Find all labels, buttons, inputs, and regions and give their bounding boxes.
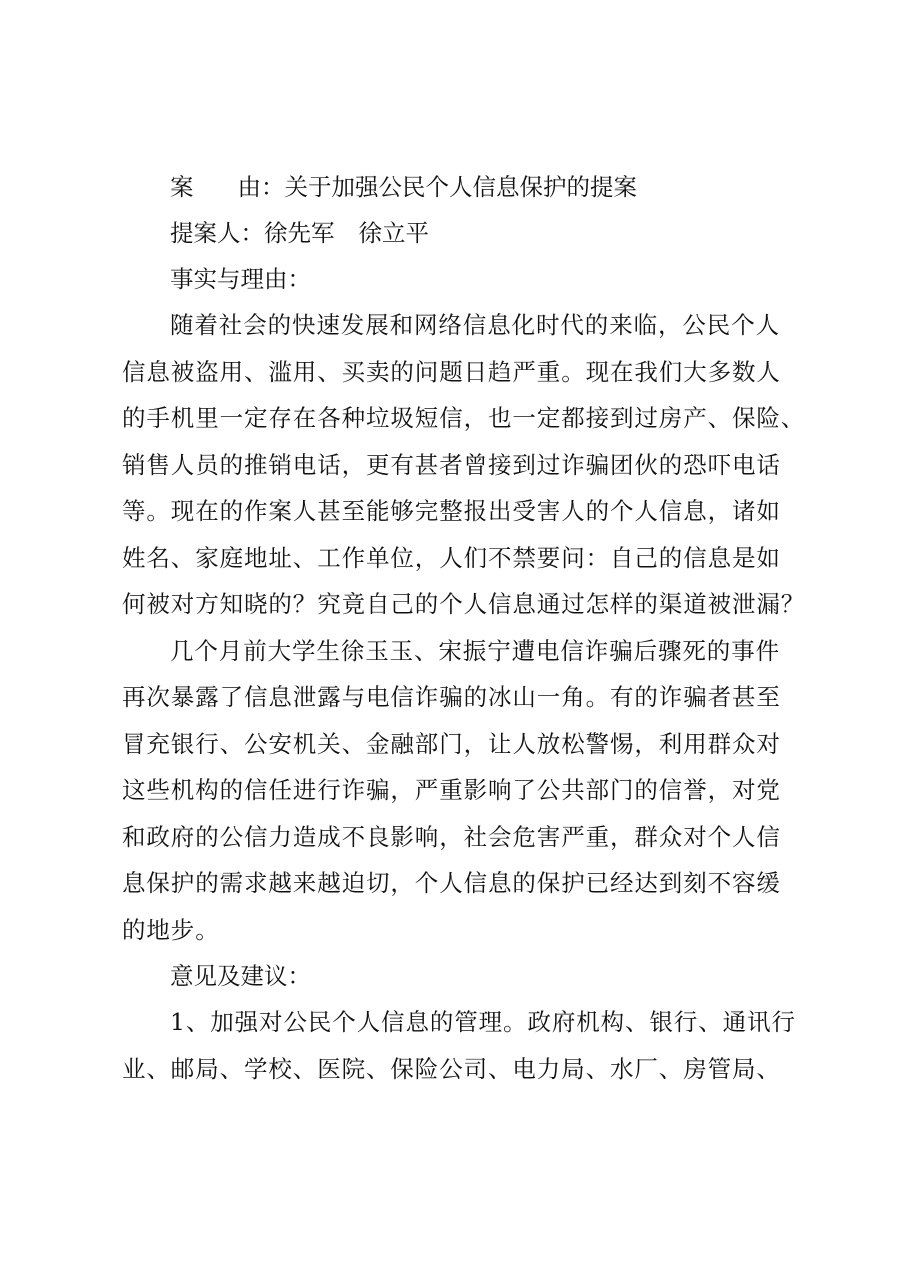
paragraph-line: 信息被盗用、滥用、买卖的问题日趋严重。现在我们大多数人 xyxy=(122,357,781,386)
paragraph-line: 这些机构的信任进行诈骗，严重影响了公共部门的信誉，对党 xyxy=(122,776,781,804)
suggestions-heading: 意见及建议： xyxy=(170,962,311,990)
paragraph-line: 姓名、家庭地址、工作单位，人们不禁要问：自己的信息是如 xyxy=(122,543,781,572)
proposer-label: 提案人： xyxy=(170,219,264,247)
paragraph-line: 销售人员的推销电话，更有甚者曾接到过诈骗团伙的恐吓电话 xyxy=(122,450,781,479)
paragraph-line: 再次暴露了信息泄露与电信诈骗的冰山一角。有的诈骗者甚至 xyxy=(122,683,781,711)
proposer-name-2: 徐立平 xyxy=(358,219,429,247)
paragraph-line: 等。现在的作案人甚至能够完整报出受害人的个人信息，诸如 xyxy=(122,497,781,525)
paragraph-2 xyxy=(122,628,812,954)
paragraph-line: 冒充银行、公安机关、金融部门，让人放松警惕，利用群众对 xyxy=(122,729,781,758)
paragraph-line: 1、加强对公民个人信息的管理。政府机构、银行、通讯行 xyxy=(170,1008,796,1036)
paragraph-line: 息保护的需求越来越迫切，个人信息的保护已经达到刻不容缓 xyxy=(122,869,781,897)
case-subject-line xyxy=(122,164,812,210)
paragraph-line: 和政府的公信力造成不良影响，社会危害严重，群众对个人信 xyxy=(122,822,781,851)
case-label-a: 案 xyxy=(170,173,194,201)
proposer-line xyxy=(122,210,812,256)
paragraph-line: 的地步。 xyxy=(122,915,220,944)
proposer-name-1: 徐先军 xyxy=(264,219,335,247)
paragraph-line: 几个月前大学生徐玉玉、宋振宁遭电信诈骗后骤死的事件 xyxy=(170,636,780,665)
paragraph-line: 随着社会的快速发展和网络信息化时代的来临，公民个人 xyxy=(170,311,780,339)
paragraph-line: 的手机里一定存在各种垃圾短信，也一定都接到过房产、保险、 xyxy=(122,404,806,432)
facts-heading: 事实与理由： xyxy=(170,265,311,293)
paragraph-1 xyxy=(122,302,812,628)
paragraph-3 xyxy=(122,999,812,1092)
case-label-b: 由： xyxy=(237,173,285,201)
paragraph-line: 业、邮局、学校、医院、保险公司、电力局、水厂、房管局、 xyxy=(122,1054,781,1083)
paragraph-line: 何被对方知晓的？究竟自己的个人信息通过怎样的渠道被泄漏？ xyxy=(122,590,806,618)
case-title: 关于加强公民个人信息保护的提案 xyxy=(284,173,637,201)
document-page xyxy=(122,164,812,1092)
